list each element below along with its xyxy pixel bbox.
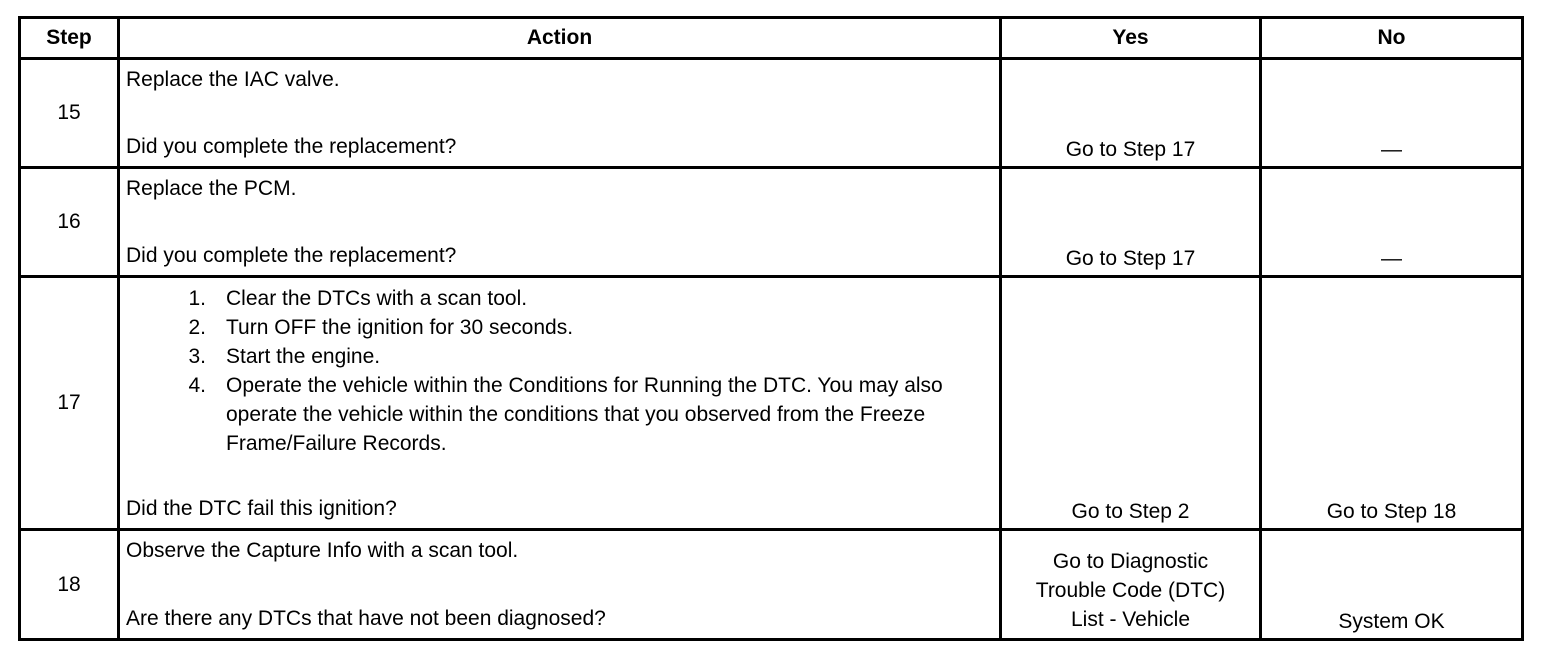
action-instruction: Replace the PCM. bbox=[126, 177, 297, 200]
yes-result-line: List - Vehicle bbox=[1070, 608, 1191, 631]
list-item bbox=[126, 342, 993, 371]
action-question: Did the DTC fail this ignition? bbox=[126, 497, 397, 520]
header-row bbox=[20, 18, 1523, 59]
yes-result: Go to Step 2 bbox=[1001, 277, 1261, 530]
action-instruction: Replace the IAC valve. bbox=[126, 68, 340, 91]
list-item-text: Turn OFF the ignition for 30 seconds. bbox=[226, 316, 574, 339]
header-no: No bbox=[1261, 18, 1523, 59]
no-result: — bbox=[1261, 168, 1523, 277]
list-item bbox=[126, 371, 993, 458]
procedure-list bbox=[126, 278, 993, 458]
action-question: Did you complete the replacement? bbox=[126, 244, 457, 267]
action-cell bbox=[119, 277, 1001, 530]
list-item-number: 2. bbox=[188, 316, 206, 339]
action-instruction: Observe the Capture Info with a scan tool. bbox=[126, 539, 519, 562]
list-item-number: 4. bbox=[188, 374, 206, 397]
no-result: Go to Step 18 bbox=[1261, 277, 1523, 530]
step-number: 18 bbox=[20, 530, 119, 640]
list-item-number: 3. bbox=[188, 345, 206, 368]
no-result: System OK bbox=[1261, 530, 1523, 640]
step-number: 17 bbox=[20, 277, 119, 530]
no-result: — bbox=[1261, 59, 1523, 168]
yes-result-line: Trouble Code (DTC) bbox=[1035, 579, 1226, 602]
table-row-step-15 bbox=[20, 59, 1523, 168]
header-action: Action bbox=[119, 18, 1001, 59]
list-item-text: Start the engine. bbox=[226, 345, 381, 368]
action-question: Are there any DTCs that have not been diagnosed? bbox=[126, 607, 606, 630]
action-cell bbox=[119, 59, 1001, 168]
action-cell bbox=[119, 168, 1001, 277]
header-step: Step bbox=[20, 18, 119, 59]
action-cell bbox=[119, 530, 1001, 640]
table-row-step-17 bbox=[20, 277, 1523, 530]
table-row-step-18 bbox=[20, 530, 1523, 640]
yes-result-line: Go to Diagnostic bbox=[1052, 550, 1209, 573]
table-row-step-16 bbox=[20, 168, 1523, 277]
yes-result bbox=[1001, 530, 1261, 640]
list-item bbox=[126, 284, 993, 313]
yes-result: Go to Step 17 bbox=[1001, 168, 1261, 277]
action-question: Did you complete the replacement? bbox=[126, 135, 457, 158]
list-item-number: 1. bbox=[188, 287, 206, 310]
diagnostic-table bbox=[18, 16, 1524, 641]
step-number: 16 bbox=[20, 168, 119, 277]
list-item bbox=[126, 313, 993, 342]
header-yes: Yes bbox=[1001, 18, 1261, 59]
yes-result: Go to Step 17 bbox=[1001, 59, 1261, 168]
step-number: 15 bbox=[20, 59, 119, 168]
list-item-text: Operate the vehicle within the Conditions for Running the DTC. You may also operate the vehicle within the conditions that you observed from the Freeze Frame/Failure Records. bbox=[226, 374, 943, 455]
list-item-text: Clear the DTCs with a scan tool. bbox=[226, 287, 528, 310]
